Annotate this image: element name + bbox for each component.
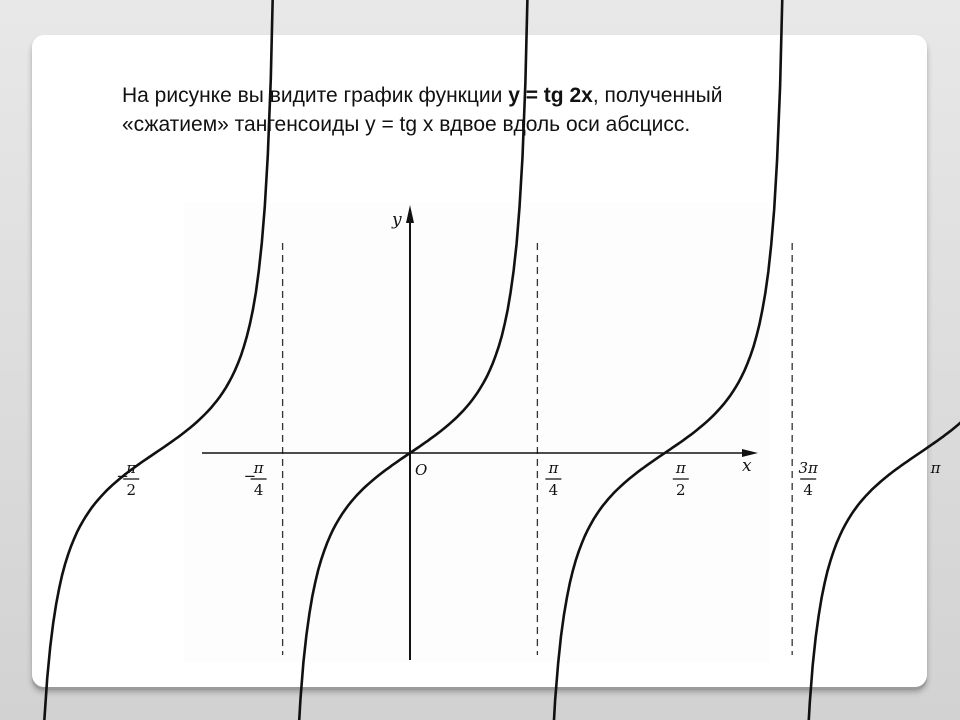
x-tick-numerator: π [930,459,941,477]
x-tick-numerator: 3π [798,459,818,477]
x-tick-numerator: π [675,459,686,477]
caption [122,81,882,139]
tangent-chart [116,203,941,663]
y-axis-label: y [392,210,402,230]
x-tick-denominator: 4 [253,481,264,499]
caption-text-3: «сжатием» тангенсоиды y = tg x вдвое вдоль оси абсцисс. [122,113,691,136]
x-tick-sign: − [243,467,257,485]
caption-text-2: , полученный [592,84,723,107]
x-tick-numerator: π [548,459,559,477]
x-tick-denominator: 2 [126,481,136,499]
x-tick-denominator: 4 [803,481,813,499]
chart-background [184,203,770,663]
x-tick-label [930,459,942,477]
x-axis-label: x [742,456,752,476]
caption-formula: y = tg 2x [508,84,593,107]
x-tick-denominator: 4 [548,481,559,499]
x-tick-sign: − [116,467,129,485]
caption-text-1: На рисунке вы видите график функции [122,84,509,107]
origin-label: O [415,461,428,479]
x-tick-denominator: 2 [676,481,686,499]
x-tick-numerator: π [253,459,264,477]
x-tick-numerator: π [126,459,137,477]
